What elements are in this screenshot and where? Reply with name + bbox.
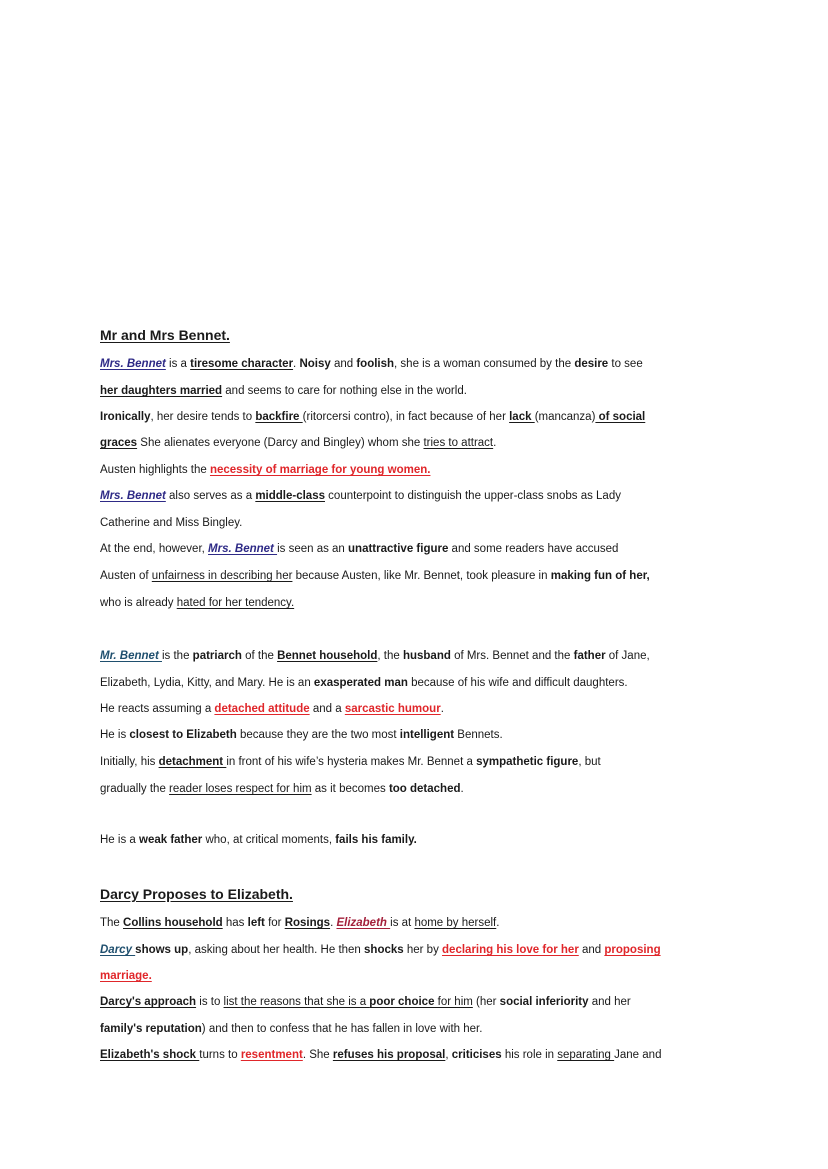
key-term: shocks [364,944,404,956]
text-run: and [578,944,605,956]
key-term: graces [100,437,138,449]
text-run: is seen as an [277,543,349,555]
text-run: of the [241,650,278,662]
text-line [100,650,650,662]
text-run: , her desire tends to [150,411,256,423]
underlined-phrase: tries to attract [423,437,494,449]
key-term: patriarch [192,650,242,662]
text-run: who is already [100,597,177,609]
key-term: too detached [388,783,461,795]
key-term: desire [574,358,609,370]
text-run: has [222,917,248,929]
text-line [100,917,499,929]
text-run: for [264,917,285,929]
key-term: social inferiority [499,996,589,1008]
key-term: husband [402,650,451,662]
text-run: Initially, his [100,756,159,768]
text-run: (her [472,996,500,1008]
text-run: to see [608,358,643,370]
text-run: Jane and [614,1049,662,1061]
text-run: She alienates everyone (Darcy and Bingley) whom she [137,437,424,449]
key-term: left [247,917,265,929]
text-line [100,543,618,555]
text-line [100,490,621,502]
text-run: , asking about her health. He then [188,944,365,956]
highlight-phrase: declaring his love for her [442,944,579,956]
text-run: Elizabeth, Lydia, Kitty, and Mary. He is an [100,677,314,689]
text-line [100,756,601,768]
text-line [100,358,643,370]
underlined-phrase: reader loses respect for him [169,783,312,795]
key-term: Rosings [284,917,331,929]
text-run: is a [165,358,191,370]
text-run: . [440,703,444,715]
text-run: as it becomes [311,783,389,795]
key-term: refuses his proposal [332,1049,446,1061]
underlined-phrase: hated for her tendency. [176,597,295,609]
text-run: because of his wife and difficult daughters. [407,677,628,689]
highlight-phrase: sarcastic humour [344,703,441,715]
text-run: and a [309,703,345,715]
text-run: is the [161,650,193,662]
text-line [100,783,464,795]
text-line [100,703,444,715]
underlined-phrase: home by herself [414,917,497,929]
text-line [100,996,631,1008]
key-term: backfire [255,411,303,423]
section-heading-proposal: Darcy Proposes to Elizabeth. [100,886,293,902]
character-name: Mrs. Bennet [100,490,166,502]
character-name: Mrs. Bennet [208,543,278,555]
key-term: closest to Elizabeth [129,729,237,741]
key-term: Darcy's approach [100,996,197,1008]
text-run: (ritorcersi contro), in fact because of her [302,411,510,423]
text-run: and seems to care for nothing else in the world. [222,385,467,397]
text-line [100,570,650,582]
highlight-phrase: necessity of marriage for young women. [209,464,431,476]
underlined-phrase: for him [434,996,473,1008]
text-line [100,411,645,423]
text-run: her by [403,944,443,956]
text-run: because they are the two most [236,729,400,741]
key-term: exasperated man [313,677,408,689]
text-line [100,517,242,529]
text-run: , the [377,650,403,662]
text-run: (mancanza) [534,411,596,423]
key-term: unattractive figure [348,543,449,555]
key-term: criticises [451,1049,502,1061]
key-term: Collins household [123,917,223,929]
key-term: her daughters married [100,385,223,397]
key-term: lack [509,411,535,423]
text-run: He reacts assuming a [100,703,215,715]
text-run: his role in [501,1049,558,1061]
key-term: fails his family. [335,834,417,846]
section-heading-bennets: Mr and Mrs Bennet. [100,327,230,343]
highlight-phrase: marriage. [100,970,152,982]
key-term: family's reputation [100,1023,202,1035]
text-run: and her [588,996,631,1008]
key-term: Bennet household [277,650,378,662]
text-line [100,970,152,982]
character-name: Mr. Bennet [100,650,162,662]
character-name: Elizabeth [336,917,391,929]
key-term: middle-class [255,490,325,502]
text-line [100,597,294,609]
text-run: He is [100,729,130,741]
key-term: foolish [356,358,395,370]
key-term: intelligent [399,729,455,741]
text-line [100,1023,482,1035]
key-term: tiresome character [190,358,294,370]
text-run: . [493,437,497,449]
text-run: because Austen, like Mr. Bennet, took pleasure in [292,570,551,582]
text-run: is to [196,996,224,1008]
text-run: . [293,358,300,370]
text-run: gradually the [100,783,170,795]
text-run: . [460,783,464,795]
text-run: . [496,917,500,929]
highlight-phrase: resentment [240,1049,303,1061]
text-run: of Jane, [605,650,650,662]
text-run: turns to [199,1049,241,1061]
key-term: weak father [139,834,203,846]
text-run: and some readers have accused [448,543,619,555]
text-run: Austen highlights the [100,464,210,476]
key-term: sympathetic figure [476,756,579,768]
character-name: Darcy [100,944,136,956]
text-run: . [330,917,337,929]
underlined-phrase: separating [557,1049,615,1061]
text-run: , she is a woman consumed by the [394,358,575,370]
key-term: Ironically [100,411,151,423]
text-run: counterpoint to distinguish the upper-class snobs as Lady [324,490,621,502]
text-run: who, at critical moments, [202,834,336,846]
text-run: of Mrs. Bennet and the [450,650,574,662]
text-line [100,464,430,476]
text-run: The [100,917,124,929]
text-run: At the end, however, [100,543,209,555]
text-run: Catherine and Miss Bingley. [100,517,243,529]
text-run: also serves as a [165,490,256,502]
text-line [100,677,628,689]
text-line [100,729,503,741]
text-run: and [330,358,357,370]
text-run: is at [390,917,415,929]
text-line [100,437,496,449]
text-run: Bennets. [454,729,503,741]
text-line [100,385,467,397]
text-line [100,1049,661,1061]
text-run: Austen of [100,570,152,582]
key-term: making fun of her, [550,570,650,582]
text-run: . She [302,1049,333,1061]
text-run: He is a [100,834,139,846]
key-term: Noisy [299,358,331,370]
highlight-phrase: detached attitude [214,703,310,715]
highlight-phrase: proposing [604,944,661,956]
text-line [100,834,417,846]
key-term: father [573,650,606,662]
key-term: of social [595,411,646,423]
text-line [100,944,661,956]
key-term: Elizabeth's shock [100,1049,200,1061]
key-term: detachment [158,756,227,768]
text-run: ) and then to confess that he has fallen in love with her. [201,1023,483,1035]
text-run: in front of his wife’s hysteria makes Mr. Bennet a [226,756,477,768]
key-term: shows up [135,944,189,956]
text-run: , but [578,756,601,768]
key-term: poor choice [369,996,435,1008]
underlined-phrase: unfairness in describing her [151,570,293,582]
character-name: Mrs. Bennet [100,358,166,370]
underlined-phrase: list the reasons that she is a [223,996,370,1008]
text-run: , [445,1049,452,1061]
